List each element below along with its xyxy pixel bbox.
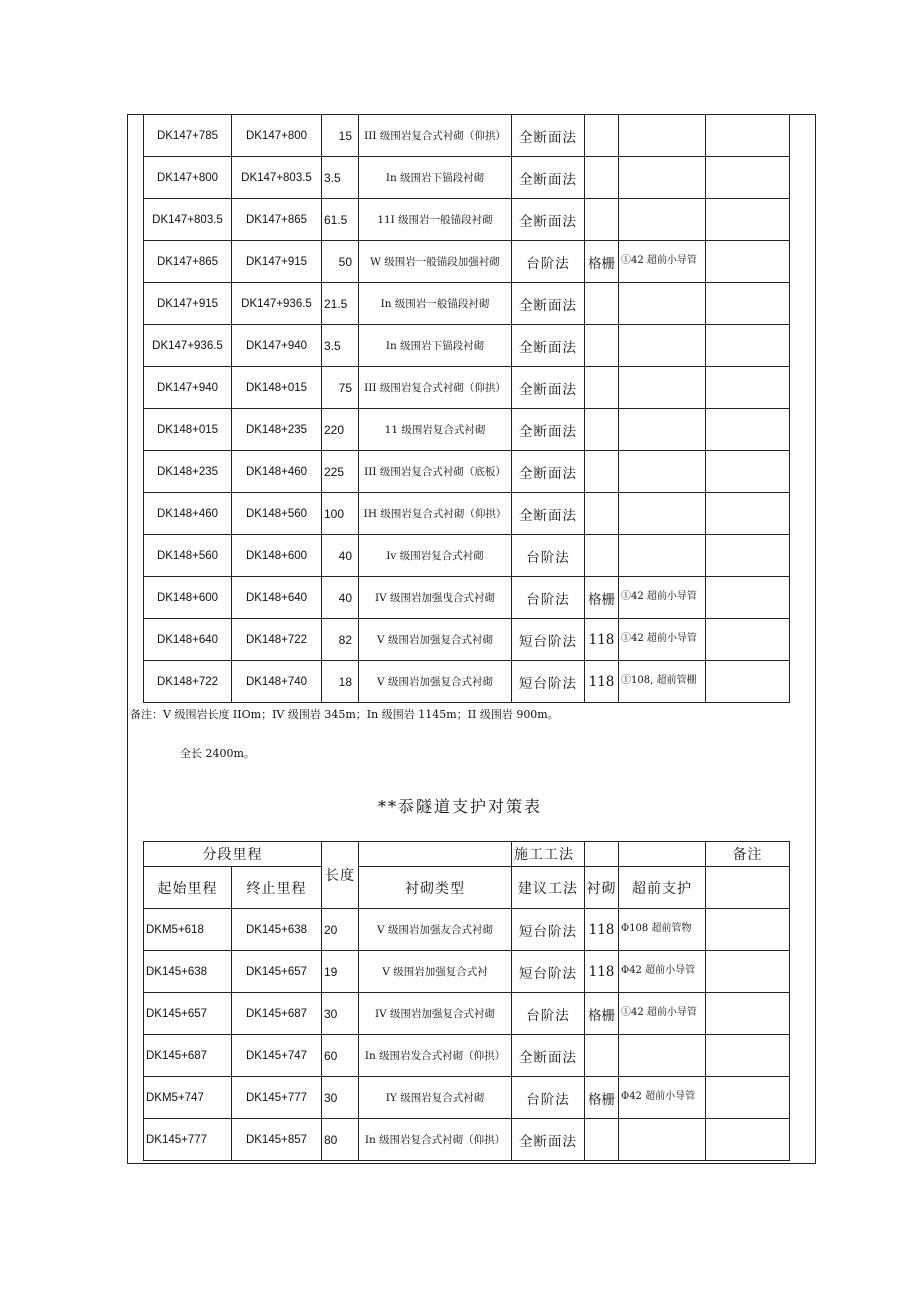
advance-support: ①108, 超前管棚 xyxy=(619,661,706,703)
header-remark-blank xyxy=(706,867,790,909)
start-mileage: DK148+600 xyxy=(144,577,232,619)
lining-support xyxy=(585,367,619,409)
end-mileage: DK147+936.5 xyxy=(232,283,322,325)
lining-type: V 级围岩加强复合式衬砌 xyxy=(359,619,512,661)
table-row xyxy=(144,409,790,451)
remark-cell xyxy=(706,115,790,157)
advance-support: ①42 超前小导管 xyxy=(619,619,706,661)
remark-cell xyxy=(706,619,790,661)
start-mileage: DK145+687 xyxy=(144,1035,232,1077)
lining-type: III 级围岩复合式衬砌（仰拱） xyxy=(359,115,512,157)
construction-method: 全断面法 xyxy=(512,409,585,451)
header-remark: 备注 xyxy=(706,842,790,867)
lining-type: III 级围岩复合式衬砌（仰拱） xyxy=(359,367,512,409)
table-row xyxy=(144,993,790,1035)
start-mileage: DK148+235 xyxy=(144,451,232,493)
end-mileage: DK148+640 xyxy=(232,577,322,619)
construction-method: 短台阶法 xyxy=(512,909,585,951)
advance-support: ①42 超前小导管 xyxy=(619,993,706,1035)
lining-type: W 级围岩一般锚段加强衬砌 xyxy=(359,241,512,283)
advance-support xyxy=(619,535,706,577)
table-row xyxy=(144,1035,790,1077)
lining-type: Iv 级围岩复合式衬砌 xyxy=(359,535,512,577)
table-row xyxy=(144,367,790,409)
lining-support xyxy=(585,157,619,199)
bottom-table-body xyxy=(144,842,790,1161)
lining-support xyxy=(585,283,619,325)
lining-type: V 级围岩加强友合式衬砌 xyxy=(359,909,512,951)
advance-support xyxy=(619,115,706,157)
table-row xyxy=(144,1119,790,1161)
header-suggested-method: 建议工法 xyxy=(512,867,585,909)
length-cell: 3.5 xyxy=(322,157,359,199)
start-mileage: DK145+638 xyxy=(144,951,232,993)
length-cell: 61.5 xyxy=(322,199,359,241)
table-row xyxy=(144,241,790,283)
table-row xyxy=(144,951,790,993)
length-cell: 21.5 xyxy=(322,283,359,325)
remark-cell xyxy=(706,1077,790,1119)
header-length: 长度 xyxy=(322,842,359,909)
length-cell: 50 xyxy=(322,241,359,283)
header-blank-advance xyxy=(619,842,706,867)
bottom-support-table xyxy=(143,841,790,1161)
start-mileage: DK145+777 xyxy=(144,1119,232,1161)
end-mileage: DK145+687 xyxy=(232,993,322,1035)
lining-type: In 级围岩下锚段衬砌 xyxy=(359,325,512,367)
page-title: **忝隧道支护对策表 xyxy=(377,797,542,816)
lining-support xyxy=(585,451,619,493)
table-row xyxy=(144,493,790,535)
end-mileage: DK145+747 xyxy=(232,1035,322,1077)
lining-type: IY 级围岩复合式衬砌 xyxy=(359,1077,512,1119)
lining-support xyxy=(585,1035,619,1077)
construction-method: 台阶法 xyxy=(512,577,585,619)
remark-cell xyxy=(706,577,790,619)
lining-support xyxy=(585,199,619,241)
advance-support xyxy=(619,199,706,241)
advance-support xyxy=(619,1119,706,1161)
start-mileage: DK148+460 xyxy=(144,493,232,535)
header-end: 终止里程 xyxy=(232,867,322,909)
advance-support: ①42 超前小导管 xyxy=(619,241,706,283)
remark-cell xyxy=(706,241,790,283)
table-row xyxy=(144,577,790,619)
remark-cell xyxy=(706,993,790,1035)
table-row xyxy=(144,199,790,241)
length-cell: 82 xyxy=(322,619,359,661)
lining-support xyxy=(585,1119,619,1161)
end-mileage: DK147+915 xyxy=(232,241,322,283)
construction-method: 全断面法 xyxy=(512,283,585,325)
lining-type: V 级围岩加强复合式衬砌 xyxy=(359,661,512,703)
construction-method: 全断面法 xyxy=(512,199,585,241)
start-mileage: DKM5+618 xyxy=(144,909,232,951)
table-row xyxy=(144,283,790,325)
lining-support: 格栅 xyxy=(585,1077,619,1119)
remark-cell xyxy=(706,409,790,451)
construction-method: 全断面法 xyxy=(512,451,585,493)
length-cell: 18 xyxy=(322,661,359,703)
table-row xyxy=(144,325,790,367)
table-row xyxy=(144,1077,790,1119)
lining-type: In 级围岩一般锚段衬砌 xyxy=(359,283,512,325)
table-row xyxy=(144,619,790,661)
lining-support: 格栅 xyxy=(585,577,619,619)
start-mileage: DK147+785 xyxy=(144,115,232,157)
end-mileage: DK145+777 xyxy=(232,1077,322,1119)
lining-support: 118 xyxy=(585,619,619,661)
remark-cell xyxy=(706,157,790,199)
start-mileage: DK148+015 xyxy=(144,409,232,451)
start-mileage: DK145+657 xyxy=(144,993,232,1035)
length-cell: 3.5 xyxy=(322,325,359,367)
start-mileage: DK147+800 xyxy=(144,157,232,199)
start-mileage: DK148+560 xyxy=(144,535,232,577)
lining-support: 118 xyxy=(585,909,619,951)
length-cell: 225 xyxy=(322,451,359,493)
end-mileage: DK148+600 xyxy=(232,535,322,577)
end-mileage: DK148+722 xyxy=(232,619,322,661)
lining-type: IV 级围岩加强复合式衬砌 xyxy=(359,993,512,1035)
lining-type: III 级围岩复合式衬砌（底板） xyxy=(359,451,512,493)
end-mileage: DK147+800 xyxy=(232,115,322,157)
end-mileage: DK145+657 xyxy=(232,951,322,993)
advance-support xyxy=(619,157,706,199)
advance-support xyxy=(619,325,706,367)
construction-method: 短台阶法 xyxy=(512,619,585,661)
advance-support xyxy=(619,283,706,325)
top-table-body xyxy=(144,115,790,703)
start-mileage: DKM5+747 xyxy=(144,1077,232,1119)
length-cell: 60 xyxy=(322,1035,359,1077)
lining-type: IH 级围岩复合式衬砌（仰拱） xyxy=(359,493,512,535)
lining-type: 11I 级围岩一般锚段衬砌 xyxy=(359,199,512,241)
header-blank-lining xyxy=(359,842,512,867)
length-cell: 15 xyxy=(322,115,359,157)
advance-support xyxy=(619,493,706,535)
table-row xyxy=(144,451,790,493)
start-mileage: DK148+640 xyxy=(144,619,232,661)
start-mileage: DK147+865 xyxy=(144,241,232,283)
lining-support xyxy=(585,325,619,367)
total-length: 全长 2400m。 xyxy=(180,747,255,760)
advance-support xyxy=(619,1035,706,1077)
remark-cell xyxy=(706,951,790,993)
table-row xyxy=(144,535,790,577)
remark-cell xyxy=(706,1035,790,1077)
construction-method: 台阶法 xyxy=(512,535,585,577)
end-mileage: DK148+460 xyxy=(232,451,322,493)
end-mileage: DK148+235 xyxy=(232,409,322,451)
construction-method: 全断面法 xyxy=(512,1119,585,1161)
construction-method: 全断面法 xyxy=(512,493,585,535)
end-mileage: DK148+015 xyxy=(232,367,322,409)
remark-cell xyxy=(706,283,790,325)
lining-type: V 级围岩加强复合式衬 xyxy=(359,951,512,993)
length-cell: 30 xyxy=(322,1077,359,1119)
lining-type: IV 级围岩加强曳合式衬砌 xyxy=(359,577,512,619)
header-lining: 衬砌 xyxy=(585,867,619,909)
header-start: 起始里程 xyxy=(144,867,232,909)
table-row xyxy=(144,115,790,157)
header-segment: 分段里程 xyxy=(144,842,322,867)
start-mileage: DK147+915 xyxy=(144,283,232,325)
construction-method: 全断面法 xyxy=(512,1035,585,1077)
advance-support: Φ108 超前管物 xyxy=(619,909,706,951)
remark-cell xyxy=(706,493,790,535)
remark-cell xyxy=(706,451,790,493)
header-lining-type: 衬砌类型 xyxy=(359,867,512,909)
construction-method: 短台阶法 xyxy=(512,661,585,703)
end-mileage: DK148+560 xyxy=(232,493,322,535)
construction-method: 全断面法 xyxy=(512,325,585,367)
lining-type: In 级围岩下锚段衬砌 xyxy=(359,157,512,199)
lining-type: 11 级围岩复合式衬砌 xyxy=(359,409,512,451)
advance-support: Φ42 超前小导管 xyxy=(619,951,706,993)
lining-type: In 级围岩发合式衬砌（仰拱） xyxy=(359,1035,512,1077)
table-row xyxy=(144,661,790,703)
construction-method: 台阶法 xyxy=(512,993,585,1035)
length-cell: 40 xyxy=(322,535,359,577)
advance-support xyxy=(619,367,706,409)
remark-note: 备注：V 级围岩长度 IIOm；IV 级围岩 345m；In 级围岩 1145m；II 级围岩 900m。 xyxy=(130,708,559,721)
length-cell: 75 xyxy=(322,367,359,409)
remark-cell xyxy=(706,325,790,367)
length-cell: 20 xyxy=(322,909,359,951)
construction-method: 全断面法 xyxy=(512,367,585,409)
lining-support: 格栅 xyxy=(585,241,619,283)
top-support-table xyxy=(143,114,790,703)
start-mileage: DK147+936.5 xyxy=(144,325,232,367)
advance-support xyxy=(619,409,706,451)
length-cell: 30 xyxy=(322,993,359,1035)
lining-support: 格栅 xyxy=(585,993,619,1035)
end-mileage: DK147+803.5 xyxy=(232,157,322,199)
table-row xyxy=(144,157,790,199)
lining-support xyxy=(585,115,619,157)
construction-method: 全断面法 xyxy=(512,115,585,157)
table-row xyxy=(144,909,790,951)
header-construction: 施工工法 xyxy=(512,842,585,867)
start-mileage: DK147+803.5 xyxy=(144,199,232,241)
remark-cell xyxy=(706,661,790,703)
length-cell: 40 xyxy=(322,577,359,619)
start-mileage: DK147+940 xyxy=(144,367,232,409)
end-mileage: DK148+740 xyxy=(232,661,322,703)
lining-support xyxy=(585,493,619,535)
header-row-1 xyxy=(144,842,790,867)
header-blank-support xyxy=(585,842,619,867)
length-cell: 220 xyxy=(322,409,359,451)
remark-cell xyxy=(706,1119,790,1161)
remark-cell xyxy=(706,367,790,409)
advance-support: Φ42 超前小导管 xyxy=(619,1077,706,1119)
lining-support: 118 xyxy=(585,661,619,703)
construction-method: 台阶法 xyxy=(512,241,585,283)
start-mileage: DK148+722 xyxy=(144,661,232,703)
length-cell: 80 xyxy=(322,1119,359,1161)
header-row-2 xyxy=(144,867,790,909)
end-mileage: DK145+638 xyxy=(232,909,322,951)
advance-support xyxy=(619,451,706,493)
lining-type: In 级围岩复合式衬砌（仰拱） xyxy=(359,1119,512,1161)
length-cell: 100 xyxy=(322,493,359,535)
construction-method: 全断面法 xyxy=(512,157,585,199)
end-mileage: DK147+865 xyxy=(232,199,322,241)
lining-support xyxy=(585,535,619,577)
end-mileage: DK147+940 xyxy=(232,325,322,367)
lining-support: 118 xyxy=(585,951,619,993)
advance-support: ①42 超前小导管 xyxy=(619,577,706,619)
remark-cell xyxy=(706,909,790,951)
length-cell: 19 xyxy=(322,951,359,993)
header-advance-support: 超前支护 xyxy=(619,867,706,909)
construction-method: 台阶法 xyxy=(512,1077,585,1119)
construction-method: 短台阶法 xyxy=(512,951,585,993)
end-mileage: DK145+857 xyxy=(232,1119,322,1161)
remark-cell xyxy=(706,535,790,577)
lining-support xyxy=(585,409,619,451)
remark-cell xyxy=(706,199,790,241)
